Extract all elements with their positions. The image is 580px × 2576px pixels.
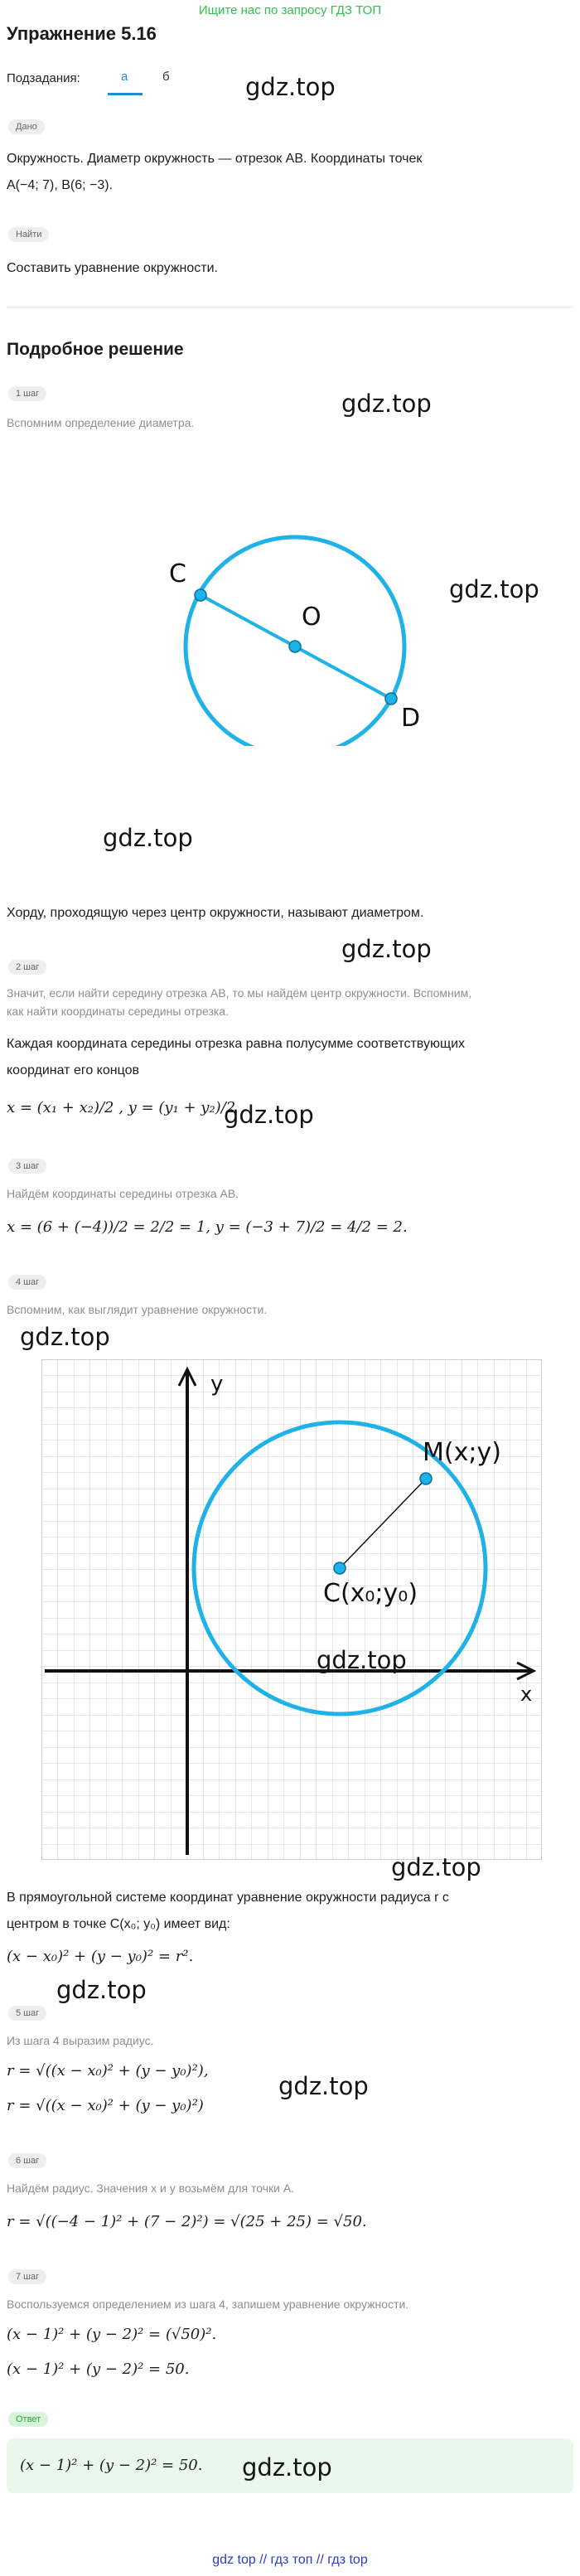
point-c bbox=[334, 1562, 346, 1574]
step5-formula-2: r = √((x − x₀)² + (y − y₀)²) bbox=[7, 2097, 204, 2114]
step2-formula: x = (x₁ + x₂)/2 , y = (y₁ + y₂)/2 . bbox=[7, 1099, 245, 1116]
step3-hint: Найдём координаты середины отрезка AB. bbox=[7, 1187, 239, 1200]
footer-separator: // bbox=[312, 2553, 328, 2567]
step2-hint-1: Значит, если найти середину отрезка AB, то мы найдём центр окружности. Вспомним, bbox=[7, 986, 472, 1000]
tab-b[interactable]: б bbox=[162, 70, 170, 84]
step5-hint: Из шага 4 выразим радиус. bbox=[7, 2034, 154, 2047]
tab-a-underline bbox=[108, 93, 143, 95]
step6-hint: Найдём радиус. Значения x и y возьмём для точки A. bbox=[7, 2181, 295, 2195]
coordinate-diagram bbox=[41, 1359, 544, 1860]
find-badge: Найти bbox=[8, 227, 49, 242]
step5-formula-1: r = √((x − x₀)² + (y − y₀)²), bbox=[7, 2062, 209, 2080]
label-d: D bbox=[401, 704, 421, 733]
watermark: gdz.top bbox=[341, 935, 432, 963]
step7-hint: Воспользуемся определением из шага 4, запишем уравнение окружности. bbox=[7, 2298, 409, 2311]
watermark: gdz.top bbox=[449, 575, 539, 603]
step7-badge: 7 шаг bbox=[8, 2269, 46, 2284]
step7-formula-2: (x − 1)² + (y − 2)² = 50. bbox=[7, 2361, 190, 2378]
label-x: x bbox=[520, 1683, 533, 1706]
page-title: Упражнение 5.16 bbox=[7, 23, 157, 44]
watermark: gdz.top bbox=[278, 2072, 369, 2100]
label-o: O bbox=[302, 603, 321, 632]
grid bbox=[41, 1359, 542, 1860]
step1-badge: 1 шаг bbox=[8, 386, 46, 401]
step2-hint-2: как найти координаты середины отрезка. bbox=[7, 1005, 229, 1018]
step6-badge: 6 шаг bbox=[8, 2153, 46, 2168]
step5-badge: 5 шаг bbox=[8, 2006, 46, 2021]
footer-separator: // bbox=[255, 2553, 271, 2567]
tab-a[interactable]: а bbox=[121, 70, 128, 84]
diameter-diagram bbox=[157, 530, 431, 746]
point-m bbox=[420, 1473, 432, 1484]
step1-text: Хорду, проходящую через центр окружности, называют диаметром. bbox=[7, 906, 424, 920]
step2-text-2: координат его концов bbox=[7, 1063, 139, 1077]
watermark: gdz.top bbox=[341, 390, 432, 418]
given-line-2: A(−4; 7), B(6; −3). bbox=[7, 178, 114, 192]
step4-formula: (x − x₀)² + (y − y₀)² = r². bbox=[7, 1948, 194, 1965]
step1-hint: Вспомним определение диаметра. bbox=[7, 416, 195, 429]
label-m: M(x;y) bbox=[423, 1438, 501, 1467]
footer-links bbox=[0, 2553, 580, 2568]
watermark: gdz.top bbox=[20, 1323, 110, 1351]
step4-badge: 4 шаг bbox=[8, 1275, 46, 1290]
step3-badge: 3 шаг bbox=[8, 1159, 46, 1174]
watermark: gdz.top bbox=[245, 73, 336, 101]
watermark: gdz.top bbox=[56, 1976, 147, 2004]
step6-formula: r = √((−4 − 1)² + (7 − 2)²) = √(25 + 25) = √50. bbox=[7, 2213, 367, 2230]
label-c: C bbox=[169, 559, 186, 588]
watermark: gdz.top bbox=[317, 1646, 407, 1674]
step4-text-2: центром в точке C(x₀; y₀) имеет вид: bbox=[7, 1917, 230, 1931]
watermark: gdz.top bbox=[391, 1853, 481, 1881]
step3-formula: x = (6 + (−4))/2 = 2/2 = 1, y = (−3 + 7)/2 = 4/2 = 2. bbox=[7, 1218, 408, 1236]
step2-badge: 2 шаг bbox=[8, 960, 46, 975]
step4-hint: Вспомним, как выглядит уравнение окружности. bbox=[7, 1303, 268, 1316]
label-c: C(x₀;y₀) bbox=[323, 1579, 418, 1608]
footer-link-2[interactable]: гдз топ bbox=[270, 2553, 313, 2567]
given-badge: Дано bbox=[8, 119, 45, 134]
find-text: Составить уравнение окружности. bbox=[7, 261, 218, 275]
answer-formula: (x − 1)² + (y − 2)² = 50. bbox=[20, 2457, 203, 2474]
watermark: gdz.top bbox=[224, 1101, 314, 1129]
label-y: y bbox=[210, 1372, 224, 1397]
watermark: gdz.top bbox=[103, 824, 193, 852]
point-d bbox=[385, 693, 397, 705]
step7-formula-1: (x − 1)² + (y − 2)² = (√50)². bbox=[7, 2326, 217, 2343]
subtasks-label: Подзадания: bbox=[7, 71, 80, 85]
step2-text-1: Каждая координата середины отрезка равна полусумме соответствующих bbox=[7, 1037, 466, 1051]
watermark: gdz.top bbox=[242, 2453, 332, 2482]
step4-text-1: В прямоугольной системе координат уравнение окружности радиуса r с bbox=[7, 1891, 449, 1905]
footer-link-1[interactable]: gdz top bbox=[212, 2553, 256, 2567]
top-banner[interactable]: Ищите нас по запросу ГДЗ ТОП bbox=[198, 3, 382, 17]
point-o bbox=[289, 641, 301, 652]
footer-link-3[interactable]: гдз top bbox=[327, 2553, 368, 2567]
point-c bbox=[195, 589, 206, 601]
solution-title: Подробное решение bbox=[7, 340, 184, 359]
answer-badge: Ответ bbox=[8, 2412, 48, 2427]
given-line-1: Окружность. Диаметр окружность — отрезок AB. Координаты точек bbox=[7, 152, 423, 166]
